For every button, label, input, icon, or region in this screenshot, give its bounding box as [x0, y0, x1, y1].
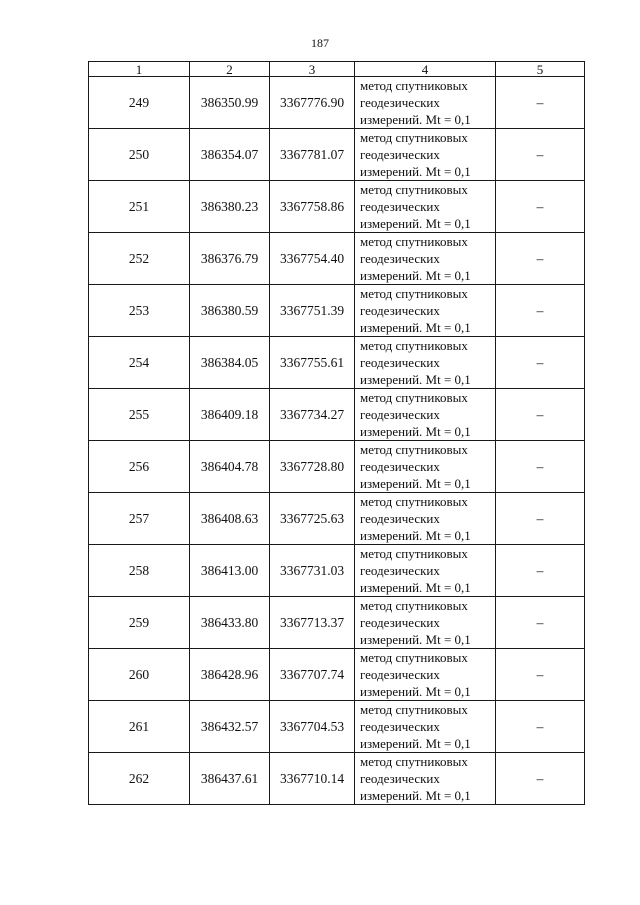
x-coordinate-cell: 386409.18 — [190, 389, 270, 441]
method-text-line: метод спутниковых — [360, 78, 468, 93]
table-row — [89, 701, 585, 753]
method-text-line: измерений. Mt = 0,1 — [360, 320, 471, 335]
method-text-line: метод спутниковых — [360, 182, 468, 197]
method-text-line: измерений. Mt = 0,1 — [360, 632, 471, 647]
y-coordinate-cell: 3367781.07 — [270, 129, 355, 181]
method-text-line: метод спутниковых — [360, 390, 468, 405]
point-number-cell: 254 — [89, 337, 190, 389]
note-cell: – — [496, 337, 585, 389]
x-coordinate-cell: 386428.96 — [190, 649, 270, 701]
method-text-line: измерений. Mt = 0,1 — [360, 580, 471, 595]
method-text-line: геодезических — [360, 95, 440, 110]
point-number-cell: 256 — [89, 441, 190, 493]
method-cell — [355, 649, 496, 701]
column-header-2: 2 — [190, 62, 270, 77]
table-row — [89, 77, 585, 129]
table-row — [89, 389, 585, 441]
note-cell: – — [496, 597, 585, 649]
column-header-5: 5 — [496, 62, 585, 77]
y-coordinate-cell: 3367751.39 — [270, 285, 355, 337]
method-cell — [355, 545, 496, 597]
column-header-4: 4 — [355, 62, 496, 77]
point-number-cell: 259 — [89, 597, 190, 649]
method-text-line: метод спутниковых — [360, 598, 468, 613]
y-coordinate-cell: 3367755.61 — [270, 337, 355, 389]
y-coordinate-cell: 3367704.53 — [270, 701, 355, 753]
x-coordinate-cell: 386432.57 — [190, 701, 270, 753]
method-text-line: геодезических — [360, 147, 440, 162]
method-cell — [355, 77, 496, 129]
column-header-1: 1 — [89, 62, 190, 77]
note-cell: – — [496, 285, 585, 337]
method-text-line: геодезических — [360, 511, 440, 526]
x-coordinate-cell: 386433.80 — [190, 597, 270, 649]
method-text-line: геодезических — [360, 251, 440, 266]
method-cell — [355, 701, 496, 753]
method-cell — [355, 233, 496, 285]
table-body — [89, 77, 585, 805]
y-coordinate-cell: 3367734.27 — [270, 389, 355, 441]
x-coordinate-cell: 386408.63 — [190, 493, 270, 545]
point-number-cell: 253 — [89, 285, 190, 337]
method-text-line: измерений. Mt = 0,1 — [360, 372, 471, 387]
point-number-cell: 251 — [89, 181, 190, 233]
method-text-line: метод спутниковых — [360, 338, 468, 353]
method-text-line: метод спутниковых — [360, 702, 468, 717]
method-text-line: метод спутниковых — [360, 754, 468, 769]
point-number-cell: 260 — [89, 649, 190, 701]
table-row — [89, 649, 585, 701]
note-cell: – — [496, 545, 585, 597]
note-cell: – — [496, 233, 585, 285]
table-row — [89, 129, 585, 181]
method-text-line: измерений. Mt = 0,1 — [360, 112, 471, 127]
method-text-line: метод спутниковых — [360, 130, 468, 145]
table-row — [89, 493, 585, 545]
table-row — [89, 545, 585, 597]
method-text-line: измерений. Mt = 0,1 — [360, 268, 471, 283]
method-text-line: измерений. Mt = 0,1 — [360, 164, 471, 179]
y-coordinate-cell: 3367754.40 — [270, 233, 355, 285]
method-cell — [355, 597, 496, 649]
column-header-3: 3 — [270, 62, 355, 77]
method-text-line: геодезических — [360, 719, 440, 734]
point-number-cell: 257 — [89, 493, 190, 545]
x-coordinate-cell: 386354.07 — [190, 129, 270, 181]
method-cell — [355, 753, 496, 805]
y-coordinate-cell: 3367710.14 — [270, 753, 355, 805]
method-text-line: измерений. Mt = 0,1 — [360, 476, 471, 491]
point-number-cell: 258 — [89, 545, 190, 597]
note-cell: – — [496, 181, 585, 233]
x-coordinate-cell: 386384.05 — [190, 337, 270, 389]
point-number-cell: 261 — [89, 701, 190, 753]
method-text-line: метод спутниковых — [360, 650, 468, 665]
method-text-line: метод спутниковых — [360, 442, 468, 457]
method-text-line: геодезических — [360, 407, 440, 422]
method-cell — [355, 493, 496, 545]
method-text-line: геодезических — [360, 199, 440, 214]
method-text-line: геодезических — [360, 771, 440, 786]
method-text-line: измерений. Mt = 0,1 — [360, 788, 471, 803]
method-text-line: измерений. Mt = 0,1 — [360, 736, 471, 751]
method-cell — [355, 441, 496, 493]
method-text-line: геодезических — [360, 459, 440, 474]
table-row — [89, 181, 585, 233]
y-coordinate-cell: 3367758.86 — [270, 181, 355, 233]
point-number-cell: 252 — [89, 233, 190, 285]
note-cell: – — [496, 753, 585, 805]
x-coordinate-cell: 386404.78 — [190, 441, 270, 493]
method-text-line: геодезических — [360, 615, 440, 630]
x-coordinate-cell: 386380.23 — [190, 181, 270, 233]
method-cell — [355, 181, 496, 233]
y-coordinate-cell: 3367731.03 — [270, 545, 355, 597]
y-coordinate-cell: 3367707.74 — [270, 649, 355, 701]
coordinates-table — [88, 61, 585, 805]
note-cell: – — [496, 129, 585, 181]
y-coordinate-cell: 3367713.37 — [270, 597, 355, 649]
method-text-line: измерений. Mt = 0,1 — [360, 528, 471, 543]
method-cell — [355, 337, 496, 389]
note-cell: – — [496, 389, 585, 441]
table-row — [89, 285, 585, 337]
note-cell: – — [496, 493, 585, 545]
y-coordinate-cell: 3367776.90 — [270, 77, 355, 129]
point-number-cell: 250 — [89, 129, 190, 181]
method-text-line: геодезических — [360, 303, 440, 318]
note-cell: – — [496, 701, 585, 753]
x-coordinate-cell: 386380.59 — [190, 285, 270, 337]
table-row — [89, 233, 585, 285]
point-number-cell: 262 — [89, 753, 190, 805]
y-coordinate-cell: 3367725.63 — [270, 493, 355, 545]
method-text-line: измерений. Mt = 0,1 — [360, 424, 471, 439]
point-number-cell: 249 — [89, 77, 190, 129]
table-row — [89, 441, 585, 493]
x-coordinate-cell: 386413.00 — [190, 545, 270, 597]
x-coordinate-cell: 386437.61 — [190, 753, 270, 805]
method-text-line: метод спутниковых — [360, 234, 468, 249]
method-text-line: геодезических — [360, 667, 440, 682]
method-text-line: геодезических — [360, 563, 440, 578]
note-cell: – — [496, 649, 585, 701]
table-row — [89, 753, 585, 805]
table-row — [89, 337, 585, 389]
note-cell: – — [496, 441, 585, 493]
table-header-row — [89, 62, 585, 77]
x-coordinate-cell: 386350.99 — [190, 77, 270, 129]
x-coordinate-cell: 386376.79 — [190, 233, 270, 285]
page-number: 187 — [311, 36, 329, 50]
method-text-line: метод спутниковых — [360, 286, 468, 301]
method-text-line: измерений. Mt = 0,1 — [360, 684, 471, 699]
note-cell: – — [496, 77, 585, 129]
table-row — [89, 597, 585, 649]
method-cell — [355, 285, 496, 337]
point-number-cell: 255 — [89, 389, 190, 441]
method-text-line: метод спутниковых — [360, 494, 468, 509]
method-cell — [355, 389, 496, 441]
method-text-line: метод спутниковых — [360, 546, 468, 561]
y-coordinate-cell: 3367728.80 — [270, 441, 355, 493]
method-text-line: измерений. Mt = 0,1 — [360, 216, 471, 231]
method-text-line: геодезических — [360, 355, 440, 370]
method-cell — [355, 129, 496, 181]
